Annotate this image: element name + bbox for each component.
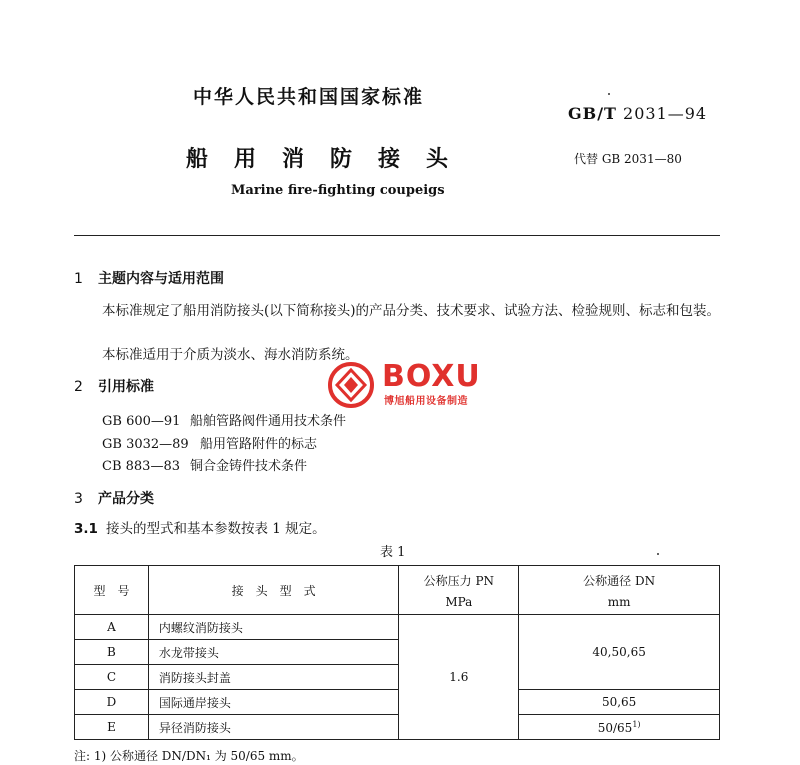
section-title: 主题内容与适用范围	[98, 271, 224, 287]
section-title: 引用标准	[98, 379, 154, 395]
cell-diameter-d: 50,65	[519, 690, 720, 715]
header-pressure-label: 公称压力 PN	[423, 573, 495, 588]
header-type: 型 号	[75, 566, 149, 615]
reference-item	[102, 433, 317, 452]
cell-type: E	[75, 715, 149, 740]
document-title: 船用消防接头	[186, 147, 475, 172]
header-diameter-label: 公称通径 DN	[583, 573, 656, 588]
cell-type: D	[75, 690, 149, 715]
section-number: 2	[74, 379, 83, 395]
section-number: 1	[74, 271, 83, 287]
table-caption: 表 1	[380, 545, 406, 560]
reference-item	[102, 455, 307, 474]
document-title-english: Marine fire-fighting coupeigs	[231, 183, 445, 198]
clause-number: 3.1	[74, 521, 98, 537]
cell-form: 内螺纹消防接头	[148, 615, 399, 640]
reference-item	[102, 410, 346, 429]
header-pressure-unit: MPa	[445, 594, 473, 609]
cell-form: 国际通岸接头	[148, 690, 399, 715]
table-footnote: 注: 1) 公称通径 DN/DN₁ 为 50/65 mm。	[74, 749, 304, 763]
standard-code	[568, 104, 707, 123]
section-1-paragraph-2: 本标准适用于介质为淡水、海水消防系统。	[102, 347, 359, 363]
standard-code-number: 2031—94	[623, 104, 708, 123]
section-2-heading	[74, 376, 154, 396]
table-row	[75, 615, 720, 640]
cell-form: 消防接头封盖	[148, 665, 399, 690]
section-3-heading	[74, 488, 154, 508]
boxu-logo-icon	[327, 361, 375, 409]
reference-code: GB 600—91	[102, 414, 181, 429]
table-row	[75, 690, 720, 715]
table-header-row	[75, 566, 720, 615]
clause-text: 接头的型式和基本参数按表 1 规定。	[106, 521, 326, 537]
cell-type: A	[75, 615, 149, 640]
section-title: 产品分类	[98, 491, 154, 507]
watermark-subtitle: 博旭船用设备制造	[384, 396, 468, 407]
scan-speck	[608, 93, 610, 95]
replaces-note: 代替 GB 2031—80	[574, 152, 682, 166]
cell-pressure: 1.6	[399, 615, 519, 740]
cell-diameter-abc: 40,50,65	[519, 615, 720, 690]
reference-title: 船用管路附件的标志	[200, 437, 318, 452]
header-diameter-unit: mm	[607, 594, 631, 609]
header-form: 接 头 型 式	[148, 566, 399, 615]
parameter-table	[74, 565, 720, 740]
watermark-brand: BOXU	[382, 359, 481, 394]
cell-diameter-e	[519, 715, 720, 740]
reference-code: GB 3032—89	[102, 437, 189, 452]
cell-type: B	[75, 640, 149, 665]
scan-speck	[657, 553, 659, 555]
table-row	[75, 715, 720, 740]
cell-form: 异径消防接头	[148, 715, 399, 740]
section-1-heading	[74, 268, 224, 288]
header-diameter	[519, 566, 720, 615]
national-standard-heading: 中华人民共和国国家标准	[193, 86, 425, 108]
reference-title: 船舶管路阀件通用技术条件	[190, 414, 347, 429]
cell-form: 水龙带接头	[148, 640, 399, 665]
standard-code-prefix: GB/T	[568, 104, 617, 123]
clause-3-1	[74, 518, 326, 540]
reference-code: CB 883—83	[102, 459, 180, 474]
section-number: 3	[74, 491, 83, 507]
cell-diameter-e-value: 50/65	[597, 720, 633, 735]
reference-title: 铜合金铸件技术条件	[190, 459, 308, 474]
cell-type: C	[75, 665, 149, 690]
header-pressure	[399, 566, 519, 615]
header-divider	[74, 235, 720, 236]
section-1-paragraph-1: 本标准规定了船用消防接头(以下简称接头)的产品分类、技术要求、试验方法、检验规则、标志和包装。	[102, 303, 721, 319]
footnote-marker: 1)	[632, 719, 641, 729]
